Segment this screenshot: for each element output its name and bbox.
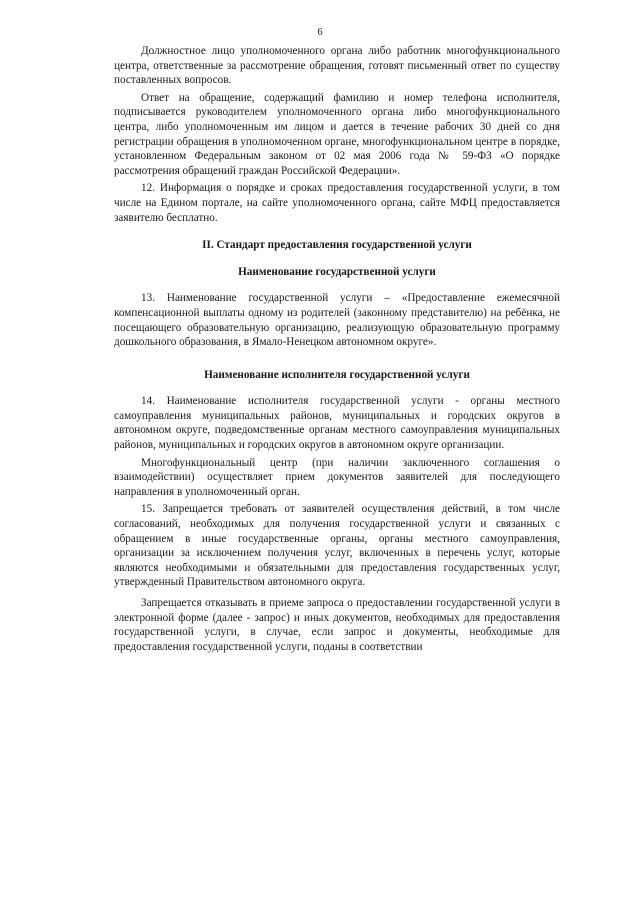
section-heading-standard: II. Стандарт предоставления государственной услуги [202,239,472,252]
subheading-executor-name: Наименование исполнителя государственной услуги [204,368,470,381]
subheading-service-name: Наименование государственной услуги [238,265,436,278]
paragraph-14-executor: 14. Наименование исполнителя государственной услуги - органы местного самоуправления муниципальных районов, муниципальных и городских округов в автономном округе, подведомственные органам местного самоуправления муниципальных районов, муниципальных и городских округов в автономном округе организации. [114,395,560,452]
paragraph-refusal-prohibition: Запрещается отказывать в приеме запроса о предоставлении государственной услуги в электронной форме (далее - запрос) и иных документов, необходимых для предоставления государственной услуги, в случае, если запрос и документы, необходимые для предоставления государственной услуги, поданы в соответствии [114,597,560,653]
paragraph-13-service-name: 13. Наименование государственной услуги – «Предоставление ежемесячной компенсационной выплаты одному из родителей (законному представителю) на ребёнка, не посещающего образовательную организацию, реализующую образовательную программу дошкольного образования, в Ямало-Ненецком автономном округе». [114,292,560,349]
paragraph-12-information: 12. Информация о порядке и сроках предоставления государственной услуги, в том числе на Едином портале, на сайте уполномоченного органа, сайте МФЦ предоставляется заявителю бесплатно. [114,182,560,224]
page-body [114,44,560,657]
paragraph-mfc-reception: Многофункциональный центр (при наличии заключенного соглашения о взаимодействии) осуществляет прием документов заявителей для последующего направления в уполномоченный орган. [114,456,560,498]
paragraph-answer-signing: Ответ на обращение, содержащий фамилию и номер телефона исполнителя, подписывается руководителем уполномоченного органа либо многофункционального центра, либо уполномоченным им лицом и дается в течение рабочих 30 дней со дня регистрации обращения в уполномоченном органе, многофункциональном центре в порядке, установленном Федеральным законом от 02 мая 2006 года № 59-ФЗ «О порядке рассмотрения обращений граждан Российской Федерации». [114,91,560,177]
paragraph-official-answer: Должностное лицо уполномоченного органа либо работник многофункционального центра, ответственные за рассмотрение обращения, готовят письменный ответ по существу поставленных вопросов. [114,45,560,87]
page-number: 6 [317,27,323,38]
paragraph-15-prohibition: 15. Запрещается требовать от заявителей осуществления действий, в том числе согласований, необходимых для получения государственной услуги и связанных с обращением в иные государственные органы, органы местного самоуправления, организации за исключением получения услуг, включенных в перечень услуг, которые являются необходимыми и обязательными для предоставления государственных услуг, утвержденный Правительством автономного округа. [114,503,560,589]
